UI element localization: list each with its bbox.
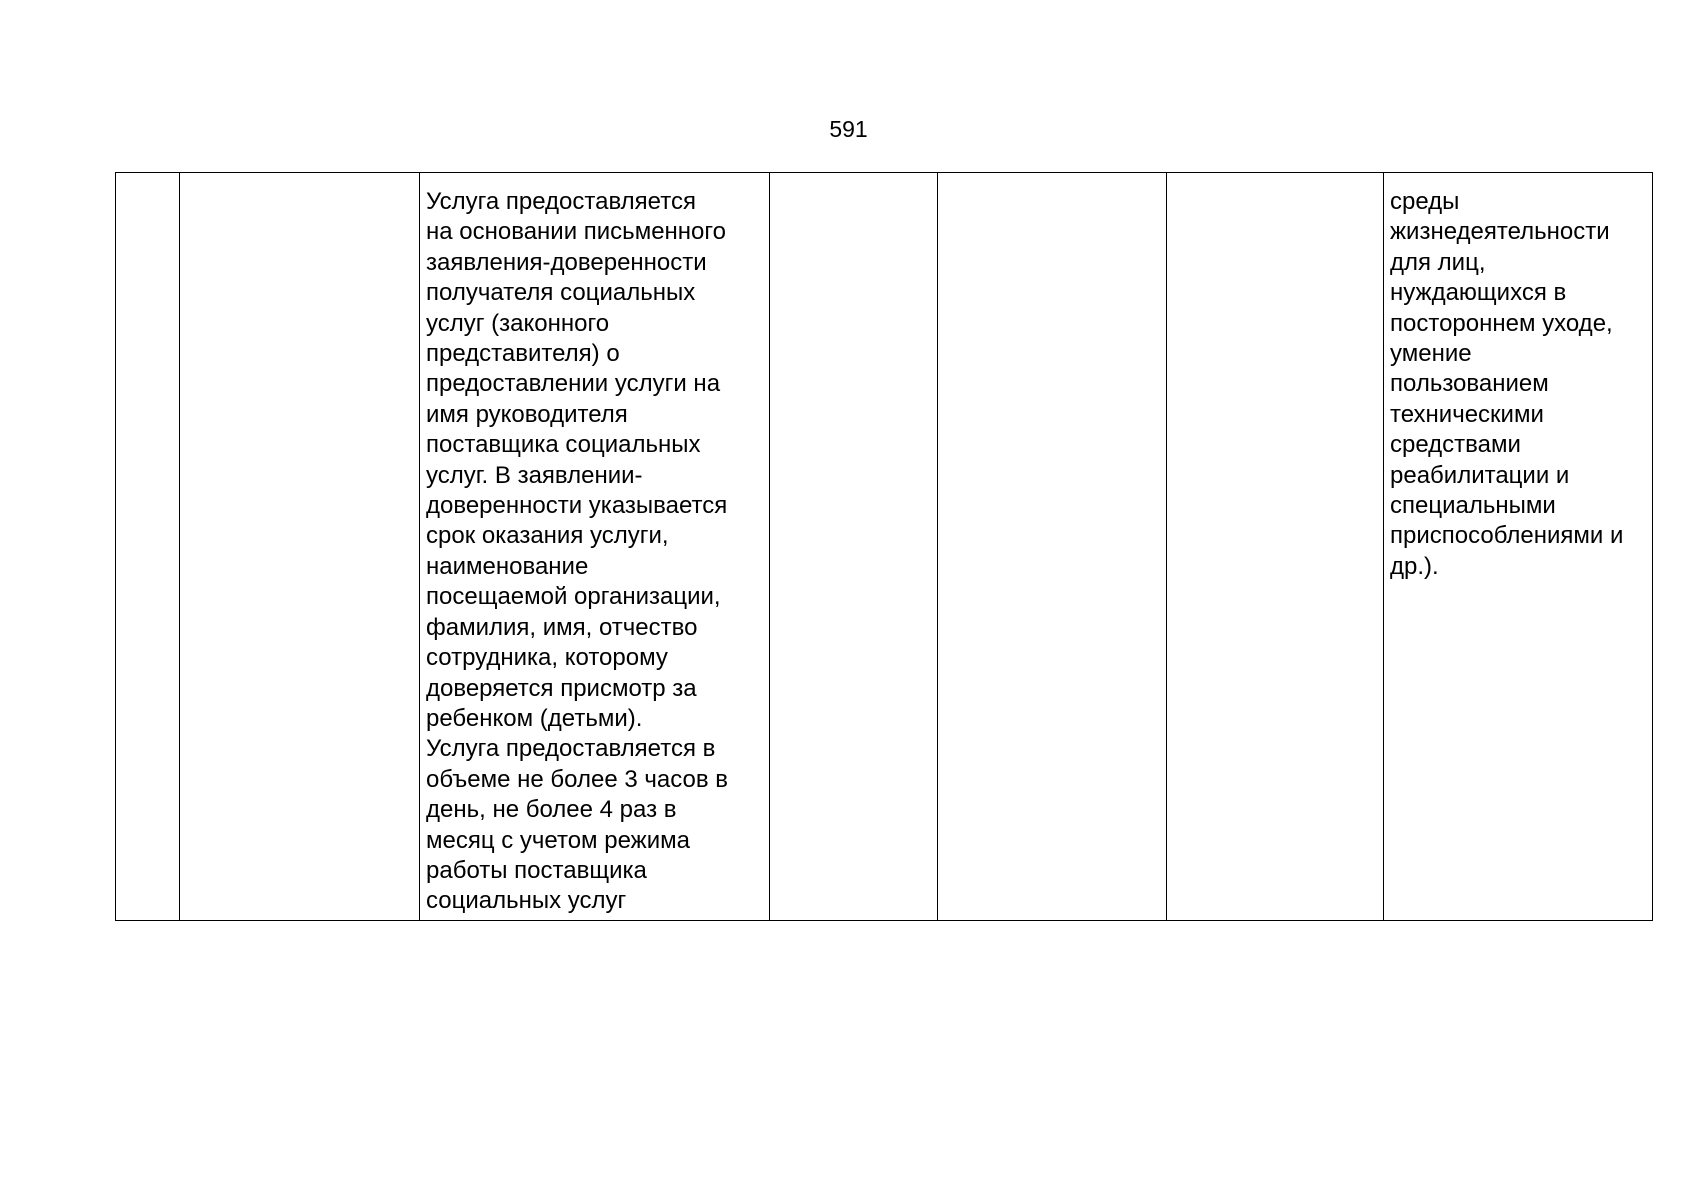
cell-text: среды жизнедеятельности для лиц, нуждающихся в постороннем уходе, умение пользованием техническими средствами реабилитации и специальными приспособлениями и др.). — [1390, 188, 1624, 580]
page-number: 591 — [829, 116, 868, 142]
cell-column-5 — [938, 173, 1167, 921]
cell-column-6 — [1167, 173, 1384, 921]
cell-service-name — [180, 173, 420, 921]
cell-service-description — [420, 173, 770, 921]
service-table — [115, 172, 1653, 921]
cell-column-4 — [770, 173, 938, 921]
cell-text: Услуга предоставляется на основании письменного заявления-доверенности получателя социальных услуг (законного представителя) о предоставлении услуги на имя руководителя поставщика социальных услуг. В заявлении- доверенности указывается срок оказания услуги, наименование посещаемой организации, фамилия, имя, отчество сотрудника, которому доверяется присмотр за ребенком (детьми). Услуга предоставляется в объеме не более 3 часов в день, не более 4 раз в месяц с учетом режима работы поставщика социальных услуг — [426, 188, 729, 915]
cell-number — [116, 173, 180, 921]
table-row — [116, 173, 1653, 921]
cell-quality-indicators — [1384, 173, 1653, 921]
